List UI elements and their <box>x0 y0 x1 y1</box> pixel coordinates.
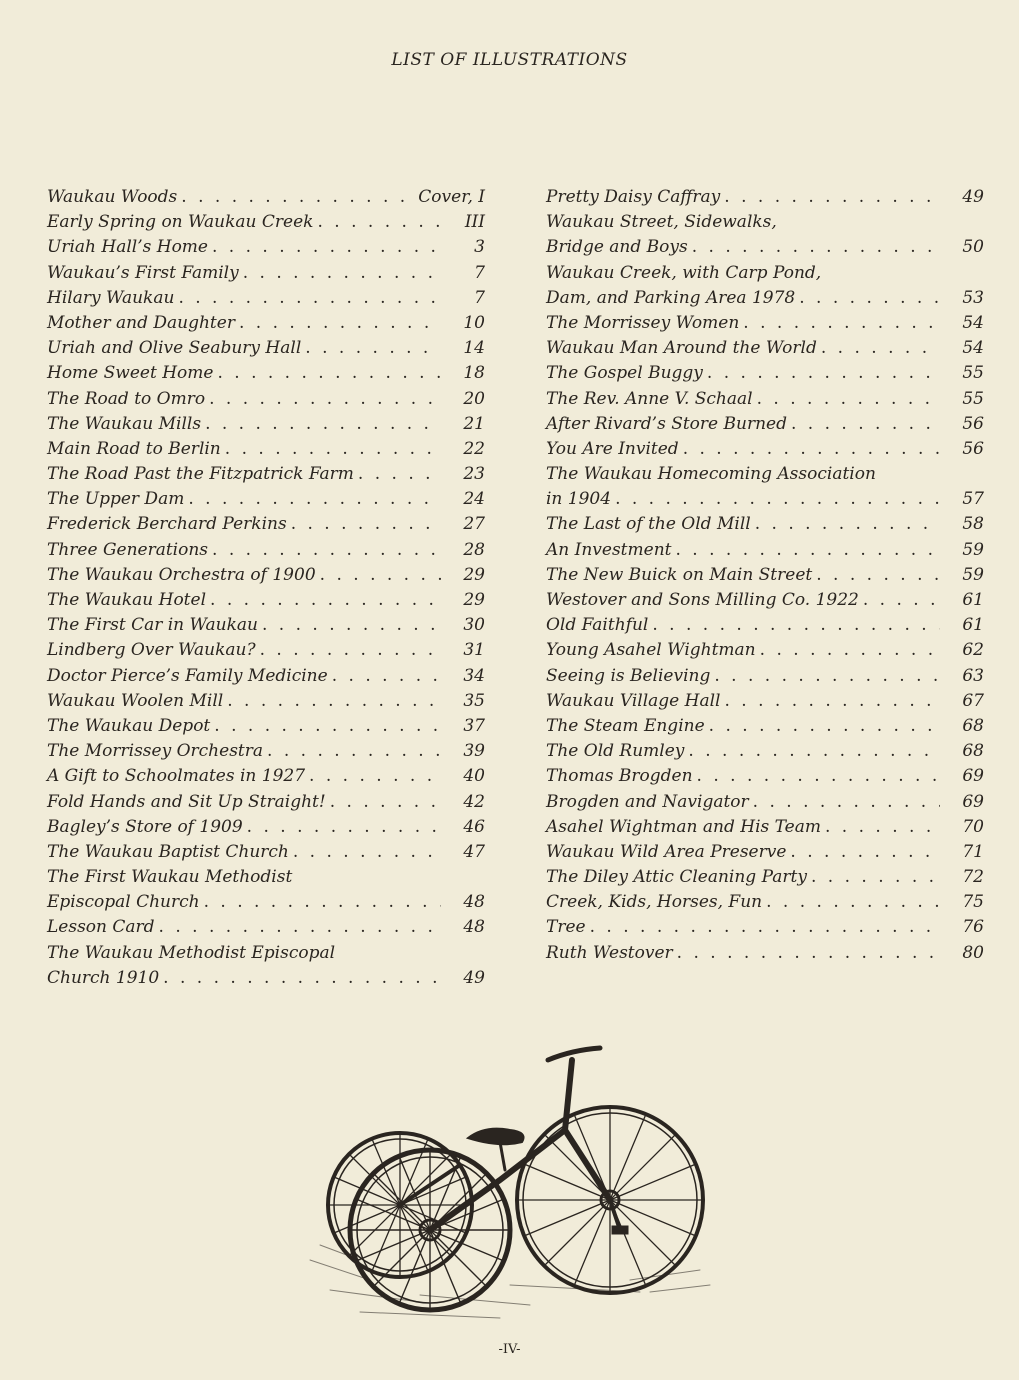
illustration-page: 46 <box>463 816 485 837</box>
list-item <box>47 387 485 412</box>
illustration-title: The Waukau Hotel <box>47 590 207 610</box>
list-item <box>546 664 984 689</box>
illustration-page: 70 <box>962 816 984 837</box>
dot-leader <box>760 638 940 663</box>
illustration-page: 39 <box>463 741 485 762</box>
list-item <box>546 487 984 512</box>
dot-leader <box>217 361 441 386</box>
dot-leader <box>210 588 441 613</box>
illustration-page: 69 <box>962 766 984 787</box>
illustration-title: Mother and Daughter <box>47 312 235 333</box>
tricycle-illustration <box>300 1030 720 1330</box>
list-item <box>47 487 485 512</box>
illustration-title: Episcopal Church <box>47 892 200 913</box>
illustration-title: in 1904 <box>546 489 612 510</box>
list-item <box>546 387 984 412</box>
illustration-title: Frederick Berchard Perkins <box>47 514 287 535</box>
illustration-page: 59 <box>962 564 984 585</box>
illustrations-list-right <box>546 185 984 966</box>
illustration-page: 56 <box>962 413 984 434</box>
list-item <box>47 714 485 739</box>
illustration-page: 69 <box>962 791 984 812</box>
illustration-page: 55 <box>962 363 984 384</box>
illustration-page: 28 <box>463 539 485 560</box>
illustration-page: 67 <box>962 690 984 711</box>
illustration-title: Waukau Woods <box>47 187 178 207</box>
illustration-page: 71 <box>962 841 984 862</box>
list-item <box>546 412 984 437</box>
list-item <box>546 185 984 210</box>
illustration-page: 42 <box>463 791 485 812</box>
illustration-title: After Rivard’s Store Burned <box>546 413 787 434</box>
list-item <box>546 815 984 840</box>
illustration-title: Uriah Hall’s Home <box>47 237 208 258</box>
illustration-page: 53 <box>962 287 984 308</box>
list-item <box>546 739 984 764</box>
illustration-title: The Waukau Mills <box>47 413 202 434</box>
dot-leader <box>590 915 940 940</box>
illustration-title: The Steam Engine <box>546 715 705 736</box>
illustrations-list-left <box>47 185 485 991</box>
dot-leader <box>707 361 940 386</box>
dot-leader <box>159 915 441 940</box>
illustration-page: 20 <box>463 388 485 409</box>
illustration-title: The Last of the Old Mill <box>546 514 751 535</box>
list-item <box>47 286 485 311</box>
illustration-title: Waukau Man Around the World <box>546 338 817 359</box>
list-item <box>47 235 485 260</box>
illustration-title: Church 1910 <box>47 967 160 988</box>
illustration-title: Young Asahel Wightman <box>546 640 756 661</box>
illustration-page: 57 <box>962 489 984 510</box>
illustration-page: 76 <box>962 917 984 938</box>
dot-leader <box>309 764 441 789</box>
dot-leader <box>743 311 940 336</box>
illustration-page: 61 <box>962 615 984 636</box>
illustration-title: An Investment <box>546 539 672 560</box>
dot-leader <box>178 286 441 311</box>
illustration-title: You Are Invited <box>546 438 679 459</box>
list-item <box>546 915 984 940</box>
illustration-page: 3 <box>474 237 485 258</box>
dot-leader <box>305 336 441 361</box>
dot-leader <box>790 840 940 865</box>
dot-leader <box>212 538 441 563</box>
list-item <box>546 613 984 638</box>
dot-leader <box>615 487 940 512</box>
list-item <box>546 764 984 789</box>
illustration-title: The First Waukau Methodist <box>47 867 293 888</box>
illustration-page: 21 <box>463 413 485 434</box>
dot-leader <box>293 840 441 865</box>
illustration-title: Pretty Daisy Caffray <box>546 187 721 207</box>
illustration-title: The Waukau Orchestra of 1900 <box>47 564 316 585</box>
illustration-title: Waukau Village Hall <box>546 690 721 711</box>
list-item <box>47 638 485 663</box>
list-item <box>546 462 984 487</box>
dot-leader <box>863 588 940 613</box>
dot-leader <box>227 689 441 714</box>
dot-leader <box>317 210 441 235</box>
illustration-title: The Morrissey Orchestra <box>47 741 264 762</box>
illustration-page: 68 <box>962 741 984 762</box>
dot-leader <box>188 487 441 512</box>
illustration-title: Hilary Waukau <box>47 287 175 308</box>
illustration-title: Waukau Woolen Mill <box>47 690 224 711</box>
list-item <box>47 790 485 815</box>
dot-leader <box>811 865 940 890</box>
dot-leader <box>677 941 940 966</box>
illustration-title: Brogden and Navigator <box>546 791 749 812</box>
list-item <box>546 538 984 563</box>
dot-leader <box>239 311 441 336</box>
list-item <box>546 361 984 386</box>
list-item <box>47 462 485 487</box>
list-item <box>546 890 984 915</box>
illustration-title: Creek, Kids, Horses, Fun <box>546 892 763 913</box>
illustration-title: The Waukau Depot <box>47 715 211 736</box>
illustration-page: 68 <box>962 715 984 736</box>
illustration-title: Three Generations <box>47 539 209 560</box>
illustration-page: 27 <box>463 514 485 535</box>
list-item <box>546 336 984 361</box>
illustration-page: 63 <box>962 665 984 686</box>
list-item <box>47 764 485 789</box>
illustration-page: 61 <box>962 590 984 610</box>
illustration-title: Home Sweet Home <box>47 363 214 384</box>
list-item <box>47 563 485 588</box>
illustration-title: Tree <box>546 917 586 938</box>
illustration-title: Waukau Creek, with Carp Pond, <box>546 262 822 283</box>
dot-leader <box>816 563 940 588</box>
illustration-page: 34 <box>463 665 485 686</box>
illustration-page: 59 <box>962 539 984 560</box>
illustration-title: A Gift to Schoolmates in 1927 <box>47 766 306 787</box>
illustration-title: Asahel Wightman and His Team <box>546 816 821 837</box>
dot-leader <box>204 890 441 915</box>
dot-leader <box>330 790 441 815</box>
illustration-title: Lindberg Over Waukau? <box>47 640 256 661</box>
illustration-title: Seeing is Believing <box>546 665 711 686</box>
list-item <box>47 664 485 689</box>
illustration-title: The Waukau Methodist Episcopal <box>47 942 336 963</box>
dot-leader <box>243 261 441 286</box>
dot-leader <box>260 638 441 663</box>
list-item <box>47 588 485 613</box>
illustration-page: III <box>464 212 485 233</box>
illustration-title: The Road to Omro <box>47 388 206 409</box>
illustration-title: The Rev. Anne V. Schaal <box>546 388 753 409</box>
illustration-page: 31 <box>463 640 485 661</box>
illustration-title: Lesson Card <box>47 917 155 938</box>
dot-leader <box>358 462 441 487</box>
dot-leader <box>757 387 940 412</box>
illustration-title: The Diley Attic Cleaning Party <box>546 867 807 888</box>
illustration-page: 14 <box>463 338 485 359</box>
dot-leader <box>267 739 441 764</box>
illustration-page: 30 <box>463 615 485 636</box>
illustration-page: Cover, I <box>418 187 485 207</box>
dot-leader <box>709 714 940 739</box>
list-item <box>47 941 485 966</box>
illustration-title: Westover and Sons Milling Co. 1922 <box>546 590 859 610</box>
list-item <box>546 210 984 235</box>
illustration-page: 54 <box>962 312 984 333</box>
dot-leader <box>675 538 940 563</box>
illustration-title: The Road Past the Fitzpatrick Farm <box>47 464 354 485</box>
illustration-title: The Upper Dam <box>47 489 185 510</box>
illustration-title: Waukau’s First Family <box>47 262 239 283</box>
dot-leader <box>697 764 940 789</box>
illustration-title: The Gospel Buggy <box>546 363 703 384</box>
illustration-title: Early Spring on Waukau Creek <box>47 212 314 233</box>
illustration-page: 29 <box>463 564 485 585</box>
dot-leader <box>225 437 441 462</box>
illustration-page: 29 <box>463 590 485 610</box>
illustration-title: Uriah and Olive Seabury Hall <box>47 338 302 359</box>
illustration-page: 23 <box>463 464 485 485</box>
illustration-page: 24 <box>463 489 485 510</box>
illustration-title: Ruth Westover <box>546 942 673 963</box>
list-item <box>47 361 485 386</box>
list-item <box>47 890 485 915</box>
list-item <box>47 840 485 865</box>
illustration-page: 10 <box>463 312 485 333</box>
illustration-title: The Waukau Baptist Church <box>47 841 289 862</box>
dot-leader <box>688 739 940 764</box>
illustration-page: 50 <box>962 237 984 258</box>
illustration-page: 56 <box>962 438 984 459</box>
illustration-page: 22 <box>463 438 485 459</box>
list-item <box>47 185 485 210</box>
dot-leader <box>652 613 940 638</box>
dot-leader <box>714 664 940 689</box>
page-title: LIST OF ILLUSTRATIONS <box>391 50 628 70</box>
illustration-page: 62 <box>962 640 984 661</box>
illustration-page: 75 <box>962 892 984 913</box>
dot-leader <box>291 512 441 537</box>
list-item <box>546 840 984 865</box>
dot-leader <box>724 689 940 714</box>
illustration-page: 7 <box>474 262 485 283</box>
page-number: -IV- <box>498 1342 521 1357</box>
list-item <box>546 790 984 815</box>
dot-leader <box>205 412 441 437</box>
list-item <box>546 865 984 890</box>
list-item <box>47 966 485 991</box>
illustration-page: 80 <box>962 942 984 963</box>
list-item <box>47 613 485 638</box>
illustration-title: Dam, and Parking Area 1978 <box>546 287 796 308</box>
dot-leader <box>683 437 940 462</box>
illustration-page: 72 <box>962 867 984 888</box>
illustration-title: Old Faithful <box>546 615 649 636</box>
illustration-title: Bagley’s Store of 1909 <box>47 816 243 837</box>
illustration-title: The First Car in Waukau <box>47 615 258 636</box>
illustration-page: 48 <box>463 892 485 913</box>
illustration-page: 49 <box>962 187 984 207</box>
illustration-title: The New Buick on Main Street <box>546 564 813 585</box>
list-item <box>546 638 984 663</box>
dot-leader <box>825 815 940 840</box>
list-item <box>47 336 485 361</box>
list-item <box>546 261 984 286</box>
dot-leader <box>766 890 940 915</box>
dot-leader <box>332 664 441 689</box>
illustration-title: Waukau Street, Sidewalks, <box>546 212 777 233</box>
illustration-page: 7 <box>474 287 485 308</box>
illustration-page: 35 <box>463 690 485 711</box>
dot-leader <box>692 235 940 260</box>
dot-leader <box>799 286 940 311</box>
illustration-title: Waukau Wild Area Preserve <box>546 841 787 862</box>
list-item <box>546 437 984 462</box>
illustration-page: 49 <box>463 967 485 988</box>
list-item <box>546 311 984 336</box>
dot-leader <box>262 613 441 638</box>
illustration-page: 40 <box>463 766 485 787</box>
list-item <box>47 437 485 462</box>
dot-leader <box>214 714 441 739</box>
list-item <box>546 563 984 588</box>
dot-leader <box>209 387 441 412</box>
dot-leader <box>212 235 441 260</box>
dot-leader <box>247 815 441 840</box>
list-item <box>47 915 485 940</box>
illustration-page: 48 <box>463 917 485 938</box>
illustration-page: 37 <box>463 715 485 736</box>
illustration-title: The Waukau Homecoming Association <box>546 464 876 485</box>
illustration-title: The Old Rumley <box>546 741 685 762</box>
illustration-page: 55 <box>962 388 984 409</box>
illustration-title: Main Road to Berlin <box>47 438 221 459</box>
list-item <box>47 261 485 286</box>
list-item <box>546 235 984 260</box>
list-item <box>47 412 485 437</box>
list-item <box>47 815 485 840</box>
list-item <box>47 210 485 235</box>
illustration-page: 47 <box>463 841 485 862</box>
dot-leader <box>755 512 940 537</box>
list-item <box>47 689 485 714</box>
list-item <box>47 739 485 764</box>
list-item <box>47 538 485 563</box>
dot-leader <box>320 563 441 588</box>
illustration-page: 18 <box>463 363 485 384</box>
list-item <box>546 588 984 613</box>
dot-leader <box>791 412 940 437</box>
list-item <box>546 714 984 739</box>
dot-leader <box>821 336 940 361</box>
list-item <box>47 512 485 537</box>
illustration-title: Doctor Pierce’s Family Medicine <box>47 665 328 686</box>
list-item <box>546 941 984 966</box>
illustration-title: Bridge and Boys <box>546 237 688 258</box>
illustration-page: 58 <box>962 514 984 535</box>
list-item <box>546 286 984 311</box>
list-item <box>546 512 984 537</box>
illustration-page: 54 <box>962 338 984 359</box>
illustration-title: Thomas Brogden <box>546 766 693 787</box>
dot-leader <box>163 966 441 991</box>
list-item <box>47 311 485 336</box>
dot-leader <box>753 790 940 815</box>
list-item <box>546 689 984 714</box>
illustration-title: Fold Hands and Sit Up Straight! <box>47 791 326 812</box>
list-item <box>47 865 485 890</box>
dot-leader <box>724 185 940 210</box>
illustration-title: The Morrissey Women <box>546 312 740 333</box>
dot-leader <box>181 185 414 210</box>
